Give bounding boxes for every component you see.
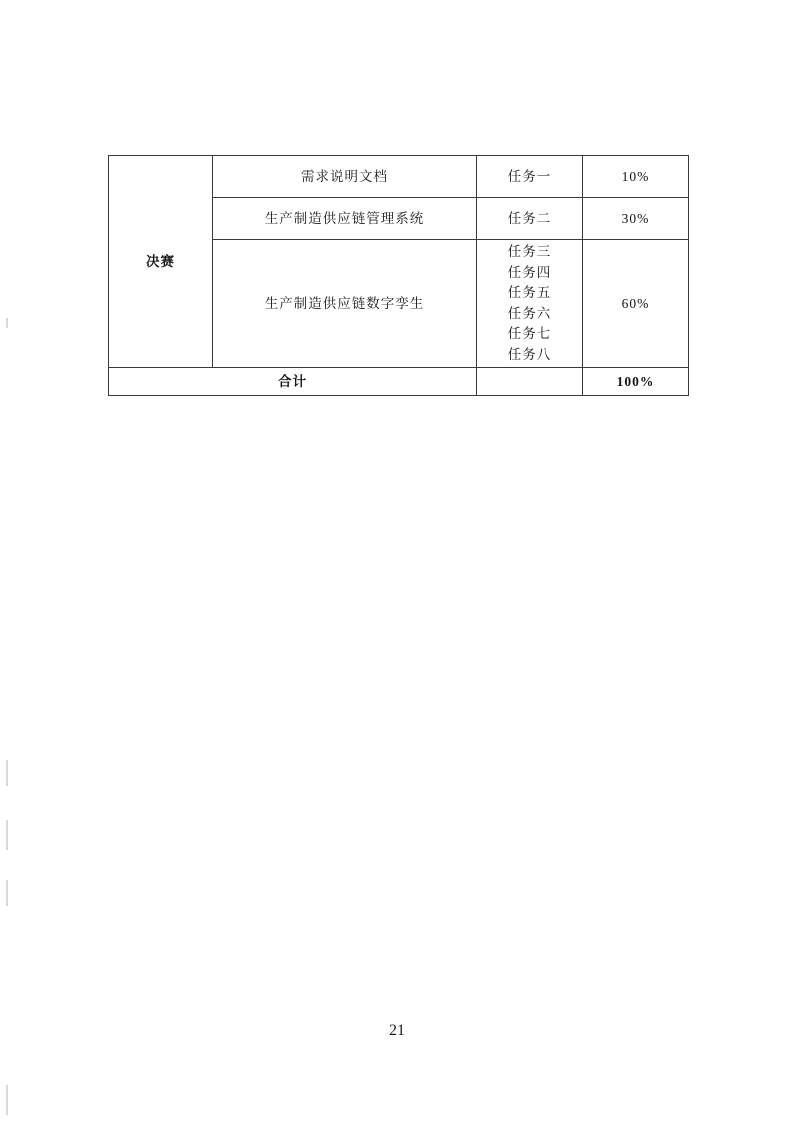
weight-cell: 60% <box>583 240 689 368</box>
task-cell: 任务二 <box>477 198 583 240</box>
task-item: 任务六 <box>507 305 552 321</box>
task-item: 任务八 <box>507 346 552 362</box>
table-total-row <box>109 368 689 396</box>
item-cell: 生产制造供应链管理系统 <box>213 198 477 240</box>
stage-cell: 决赛 <box>109 156 213 368</box>
weight-cell: 30% <box>583 198 689 240</box>
task-cell: 任务一 <box>477 156 583 198</box>
page-number: 21 <box>389 1022 405 1039</box>
item-cell: 生产制造供应链数字孪生 <box>213 240 477 368</box>
score-table-container <box>108 155 688 396</box>
total-weight-cell: 100% <box>583 368 689 396</box>
task-list <box>481 242 578 365</box>
item-cell: 需求说明文档 <box>213 156 477 198</box>
weight-cell: 10% <box>583 156 689 198</box>
task-item: 任务三 <box>507 244 552 259</box>
scan-edge-mark <box>6 880 8 906</box>
task-item: 任务五 <box>507 285 552 301</box>
total-label-cell: 合计 <box>109 368 477 396</box>
scan-edge-mark <box>6 1085 8 1115</box>
task-item: 任务七 <box>507 326 552 342</box>
task-item: 任务四 <box>507 264 552 280</box>
task-cell <box>477 240 583 368</box>
scan-edge-mark <box>6 760 8 786</box>
scan-edge-mark <box>6 318 8 328</box>
score-weight-table <box>108 155 689 396</box>
scan-edge-mark <box>6 820 8 850</box>
table-row <box>109 156 689 198</box>
total-task-cell <box>477 368 583 396</box>
